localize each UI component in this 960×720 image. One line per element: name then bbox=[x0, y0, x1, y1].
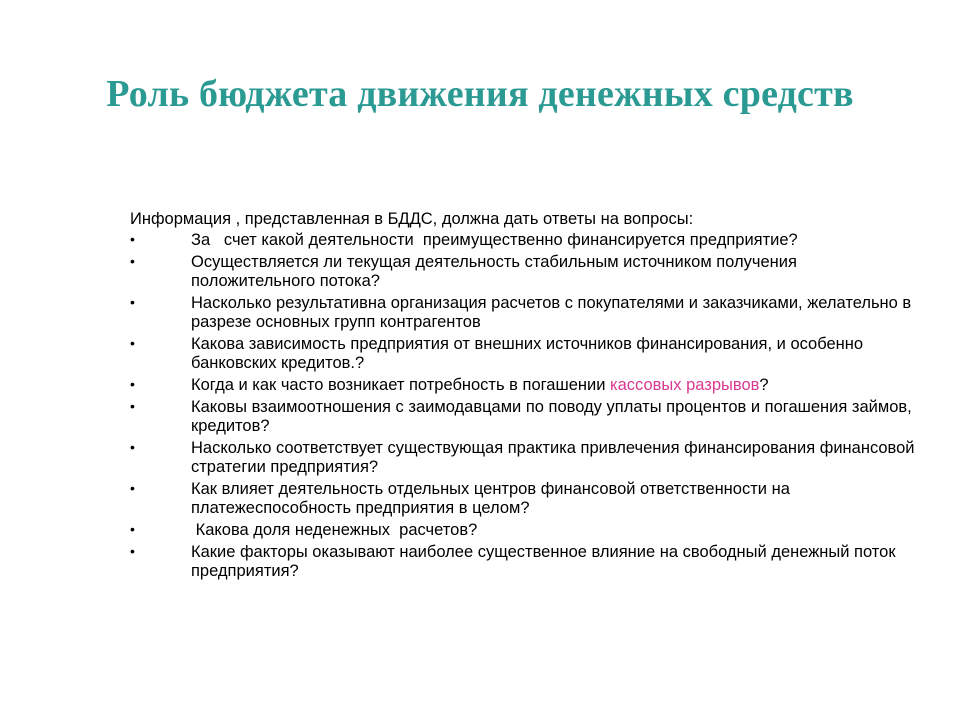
bullet-icon: • bbox=[130, 253, 135, 269]
item-text: Какова зависимость предприятия от внешних источников финансирования, и особенно банковских кредитов.? bbox=[191, 335, 864, 372]
slide-body bbox=[130, 210, 920, 584]
list-item bbox=[130, 543, 920, 581]
intro-text: Информация , представленная в БДДС, должна дать ответы на вопросы: bbox=[130, 210, 694, 228]
item-text: Каковы взаимоотношения с заимодавцами по поводу уплаты процентов и погашения займов, кредитов? bbox=[191, 398, 912, 435]
slide-title: Роль бюджета движения денежных средств bbox=[106, 73, 854, 115]
item-text: Какие факторы оказывают наиболее существенное влияние на свободный денежный поток предприятия? bbox=[191, 543, 896, 580]
list-item bbox=[130, 253, 920, 291]
item-text-before: Когда и как часто возникает потребность в погашении bbox=[191, 376, 611, 394]
cash-gap-highlight: кассовых разрывов bbox=[610, 376, 760, 394]
question-list bbox=[130, 231, 920, 581]
bullet-icon: • bbox=[130, 231, 135, 247]
bullet-icon: • bbox=[130, 521, 135, 537]
bullet-icon: • bbox=[130, 480, 135, 496]
item-text: За счет какой деятельности преимущественно финансируется предприятие? bbox=[191, 231, 798, 249]
bullet-icon: • bbox=[130, 294, 135, 310]
list-item bbox=[130, 480, 920, 518]
item-text-after: ? bbox=[759, 376, 769, 394]
bullet-icon: • bbox=[130, 543, 135, 559]
item-text: Насколько результативна организация расчетов с покупателями и заказчиками, желательно в разрезе основных групп контрагентов bbox=[191, 294, 912, 331]
list-item bbox=[130, 439, 920, 477]
bullet-icon: • bbox=[130, 398, 135, 414]
list-item bbox=[130, 521, 920, 540]
list-item bbox=[130, 231, 920, 250]
item-text: Осуществляется ли текущая деятельность стабильным источником получения положительного потока? bbox=[191, 253, 797, 290]
list-item bbox=[130, 376, 920, 395]
item-text: Как влияет деятельность отдельных центров финансовой ответственности на платежеспособность предприятия в целом? bbox=[191, 480, 790, 517]
item-text: Какова доля неденежных расчетов? bbox=[191, 521, 478, 539]
list-item bbox=[130, 294, 920, 332]
item-text: Насколько соответствует существующая практика привлечения финансирования финансовой стратегии предприятия? bbox=[191, 439, 915, 476]
list-item bbox=[130, 398, 920, 436]
bullet-icon: • bbox=[130, 439, 135, 455]
bullet-icon: • bbox=[130, 376, 135, 392]
list-item bbox=[130, 335, 920, 373]
bullet-icon: • bbox=[130, 335, 135, 351]
